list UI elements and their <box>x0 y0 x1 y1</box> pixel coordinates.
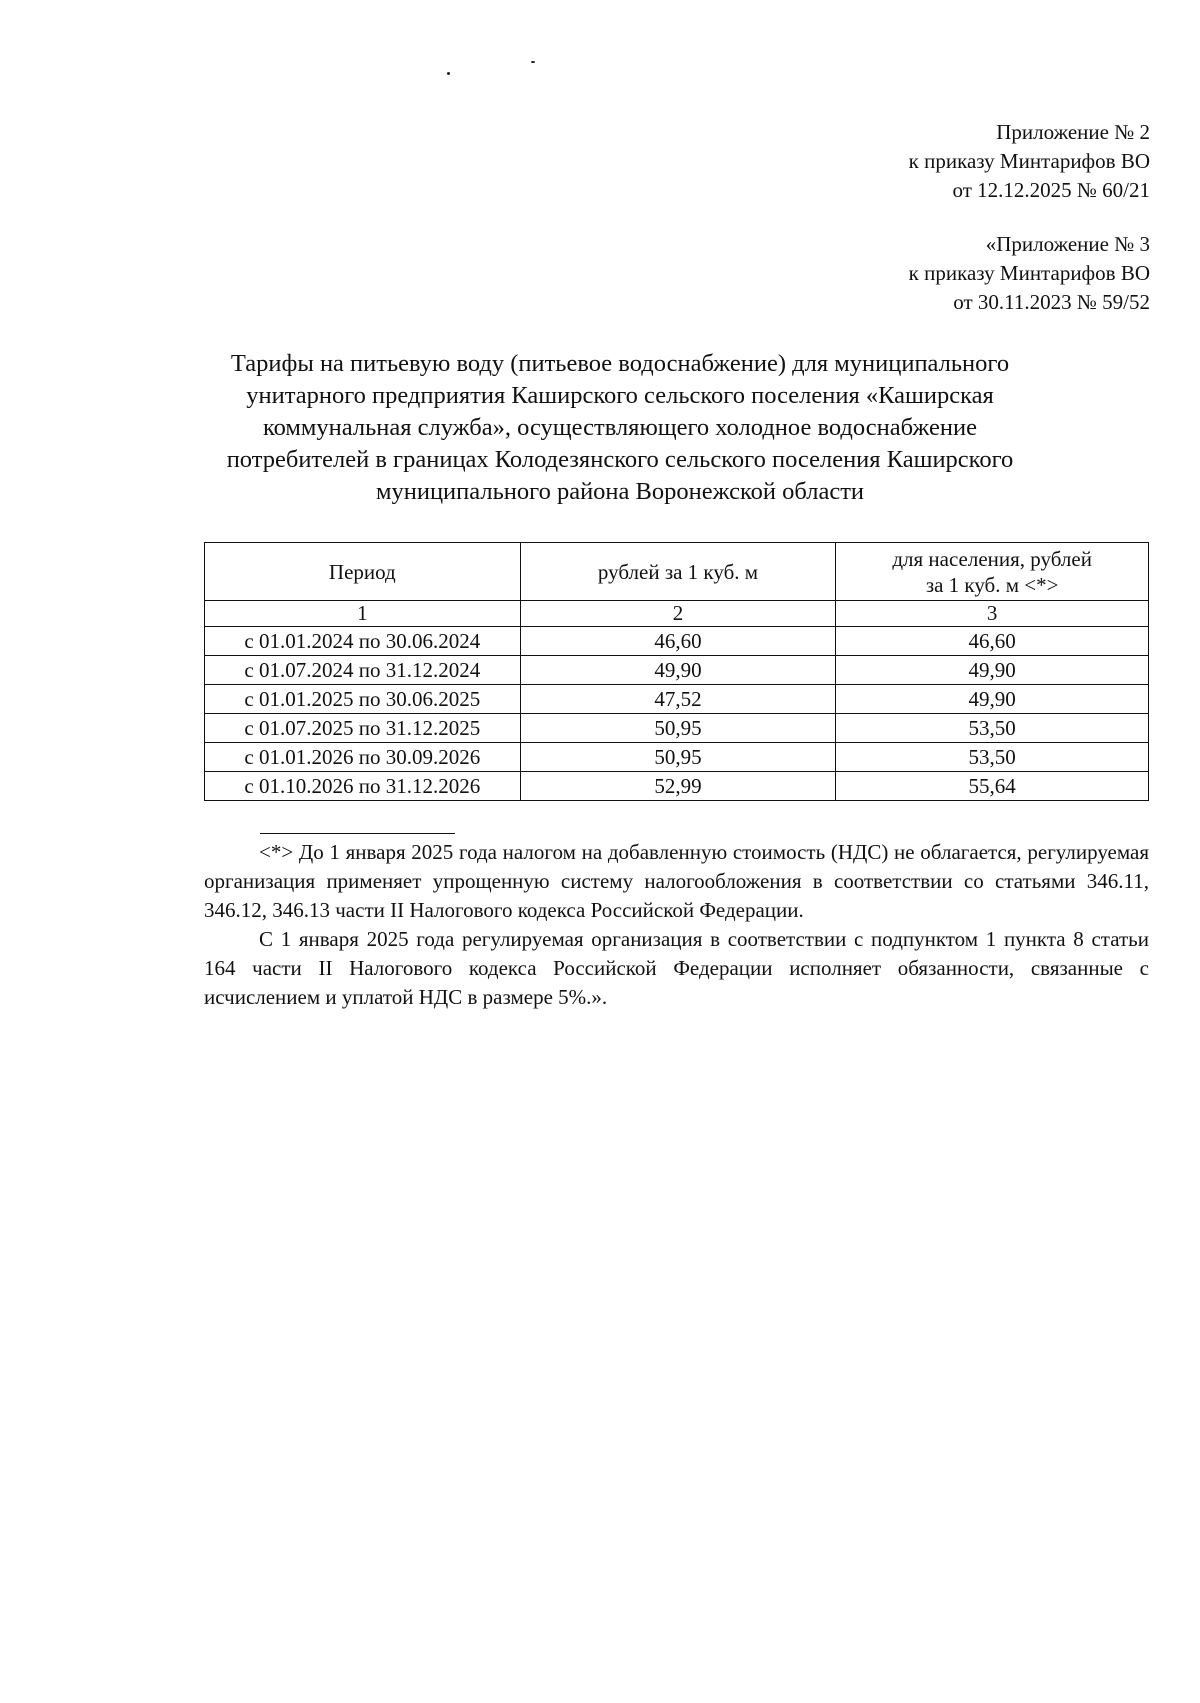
table-row <box>205 772 1149 801</box>
appendix-header-current <box>909 118 1150 205</box>
column-number: 1 <box>205 601 521 627</box>
rate-cell: 52,99 <box>520 772 836 801</box>
appendix-header-previous <box>909 230 1150 317</box>
table-row <box>205 714 1149 743</box>
population-rate-cell: 53,50 <box>836 714 1149 743</box>
population-rate-cell: 49,90 <box>836 656 1149 685</box>
column-number: 3 <box>836 601 1149 627</box>
rate-cell: 50,95 <box>520 743 836 772</box>
title-line: унитарного предприятия Каширского сельского поселения «Каширская <box>246 382 994 409</box>
population-rate-cell: 46,60 <box>836 627 1149 656</box>
table-row <box>205 685 1149 714</box>
tariff-table <box>204 542 1149 801</box>
title-line: Тарифы на питьевую воду (питьевое водоснабжение) для муниципального <box>230 350 1010 377</box>
header-population-line: за 1 куб. м <*> <box>925 572 1059 597</box>
table-header-row <box>205 543 1149 601</box>
appendix-order-date: от 30.11.2023 № 59/52 <box>953 290 1150 314</box>
period-cell: с 01.07.2024 по 31.12.2024 <box>205 656 521 685</box>
period-cell: с 01.10.2026 по 31.12.2026 <box>205 772 521 801</box>
appendix-number: «Приложение № 3 <box>985 232 1150 256</box>
population-rate-cell: 49,90 <box>836 685 1149 714</box>
appendix-order-ref: к приказу Минтарифов ВО <box>908 261 1150 285</box>
population-rate-cell: 53,50 <box>836 743 1149 772</box>
table-row <box>205 656 1149 685</box>
appendix-number: Приложение № 2 <box>996 120 1150 144</box>
footnotes <box>204 838 1149 1012</box>
period-cell: с 01.01.2024 по 30.06.2024 <box>205 627 521 656</box>
period-cell: с 01.01.2025 по 30.06.2025 <box>205 685 521 714</box>
title-line: муниципального района Воронежской области <box>375 478 865 505</box>
scan-mark-dot <box>531 61 535 63</box>
scan-mark-dot <box>447 72 450 75</box>
rate-cell: 49,90 <box>520 656 836 685</box>
footnote-divider <box>260 833 455 834</box>
footnote-text: <*> До 1 января 2025 года налогом на добавленную стоимость (НДС) не облагается, регулируемая организация применяет упрощенную систему налогообложения в соответствии со статьями 346.11, 346.12, 346.13 части II Налогового кодекса Российской Федерации. <box>204 840 1149 922</box>
header-rate: рублей за 1 куб. м <box>520 543 836 601</box>
period-cell: с 01.07.2025 по 31.12.2025 <box>205 714 521 743</box>
column-number: 2 <box>520 601 836 627</box>
table-row <box>205 627 1149 656</box>
header-period: Период <box>205 543 521 601</box>
table-row <box>205 743 1149 772</box>
appendix-order-ref: к приказу Минтарифов ВО <box>908 149 1150 173</box>
rate-cell: 50,95 <box>520 714 836 743</box>
document-title <box>180 348 1060 508</box>
header-population-line: для населения, рублей <box>892 546 1092 571</box>
rate-cell: 47,52 <box>520 685 836 714</box>
population-rate-cell: 55,64 <box>836 772 1149 801</box>
title-line: потребителей в границах Колодезянского сельского поселения Каширского <box>226 446 1014 473</box>
rate-cell: 46,60 <box>520 627 836 656</box>
title-line: коммунальная служба», осуществляющего холодное водоснабжение <box>262 414 978 441</box>
column-number-row <box>205 601 1149 627</box>
header-population-rate <box>836 543 1149 601</box>
vat-note-text: С 1 января 2025 года регулируемая организация в соответствии с подпунктом 1 пункта 8 статьи 164 части II Налогового кодекса Российской Федерации исполняет обязанности, связанные с исчислением и уплатой НДС в размере 5%.». <box>204 927 1149 1009</box>
appendix-order-date: от 12.12.2025 № 60/21 <box>952 178 1150 202</box>
period-cell: с 01.01.2026 по 30.09.2026 <box>205 743 521 772</box>
